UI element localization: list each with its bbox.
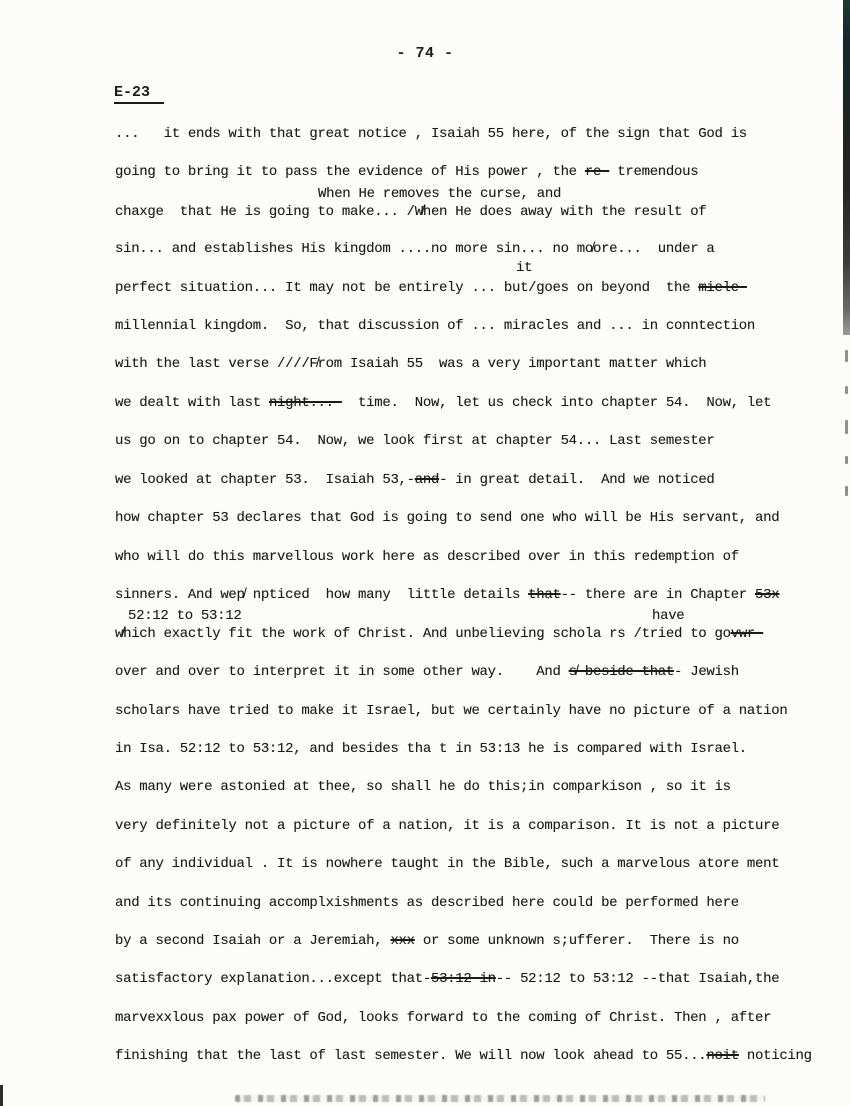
text-segment: over and over to interpret it in some other way. And bbox=[115, 664, 569, 680]
text-segment: who will do this marvellous work here as described over in this redemption of bbox=[115, 549, 739, 565]
text-line bbox=[115, 164, 698, 181]
text-segment: -- there are in Chapter bbox=[560, 587, 756, 603]
scan-edge-dash bbox=[845, 350, 848, 362]
text-segment: or some unknown s;ufferer. There is no bbox=[414, 933, 739, 949]
text-line bbox=[115, 433, 715, 450]
inserted-text-line bbox=[318, 186, 561, 203]
text-segment: and its continuing accomplxishments as described here could be performed here bbox=[115, 895, 739, 911]
inserted-text-line bbox=[652, 608, 684, 625]
text-segment: perfect situation... It may not be entirely ... but/goes on beyond the bbox=[115, 280, 699, 296]
text-line bbox=[115, 472, 715, 489]
inserted-text-line bbox=[516, 260, 532, 277]
text-segment: As many were astonied at thee, so shall he do this;in comparkison , so it is bbox=[115, 779, 731, 795]
struck-text: that bbox=[528, 587, 561, 603]
text-segment: going to bring it to pass the evidence of His power , the bbox=[115, 164, 585, 180]
struck-text: re- bbox=[584, 164, 610, 180]
text-segment: time. Now, let us check into chapter 54. Now, let bbox=[341, 395, 772, 411]
struck-text: vwr- bbox=[730, 626, 764, 642]
text-line bbox=[115, 1010, 771, 1027]
scan-edge-dash bbox=[845, 486, 848, 496]
text-line bbox=[115, 280, 747, 297]
text-segment: it bbox=[516, 260, 533, 276]
text-line bbox=[115, 587, 779, 604]
text-segment: sin... and establishes His kingdom ....no more sin... no mo̸ore... under a bbox=[115, 241, 715, 257]
text-line bbox=[115, 856, 779, 873]
text-line bbox=[115, 126, 747, 143]
text-segment: -- 52:12 to 53:12 --that Isaiah,the bbox=[495, 971, 780, 987]
text-segment: with the last verse ////F̸rom Isaiah 55 was a very important matter which bbox=[115, 356, 707, 372]
text-line bbox=[115, 741, 747, 758]
text-segment: we looked at chapter 53. Isaiah 53,- bbox=[115, 472, 415, 488]
text-line bbox=[115, 510, 779, 527]
text-segment: of any individual . It is nowhere taught in the Bible, such a marvelous atore ment bbox=[115, 856, 780, 872]
inserted-text-line bbox=[128, 608, 241, 625]
text-segment: When He removes the curse, and bbox=[318, 186, 562, 202]
struck-text: miele- bbox=[698, 280, 747, 296]
scan-bottom-smudge-artifact bbox=[235, 1095, 765, 1102]
text-segment: - in great detail. And we noticed bbox=[439, 472, 715, 488]
text-line bbox=[115, 1048, 812, 1065]
scan-edge-dash bbox=[845, 420, 848, 434]
text-segment: 52:12 to 53:12 bbox=[128, 608, 242, 624]
text-line bbox=[115, 971, 779, 988]
text-line bbox=[115, 818, 779, 835]
text-line bbox=[115, 703, 787, 720]
text-segment: satisfactory explanation...except that- bbox=[115, 971, 431, 987]
text-segment: in Isa. 52:12 to 53:12, and besides tha t in 53:13 he is compared with Israel. bbox=[115, 741, 747, 757]
text-segment: tremendous bbox=[609, 164, 699, 180]
text-line bbox=[115, 356, 706, 373]
text-line bbox=[115, 626, 763, 643]
text-segment: chaxge that He is going to make... /W̸hen He does away with the result of bbox=[115, 204, 707, 220]
text-segment: have bbox=[652, 608, 685, 624]
scan-corner-artifact bbox=[0, 1085, 3, 1106]
struck-text: noit bbox=[706, 1048, 739, 1064]
text-segment: marvexxlous pax power of God, looks forward to the coming of Christ. Then , after bbox=[115, 1010, 772, 1026]
text-segment: finishing that the last of last semester. We will now look ahead to 55... bbox=[115, 1048, 707, 1064]
text-segment: how chapter 53 declares that God is going to send one who will be His servant, and bbox=[115, 510, 780, 526]
scan-edge-dash bbox=[845, 456, 848, 464]
text-segment: millennial kingdom. So, that discussion of ... miracles and ... in conntection bbox=[115, 318, 756, 334]
text-line bbox=[115, 895, 739, 912]
text-line bbox=[115, 241, 715, 258]
text-segment: by a second Isaiah or a Jeremiah, bbox=[115, 933, 391, 949]
text-line bbox=[115, 395, 771, 412]
scan-edge-artifact bbox=[843, 0, 850, 335]
text-segment: sinners. And wep̸ npticed how many little details bbox=[115, 587, 529, 603]
text-line bbox=[115, 204, 706, 221]
text-segment: noticing bbox=[738, 1048, 812, 1064]
text-line bbox=[115, 549, 739, 566]
text-segment: scholars have tried to make it Israel, but we certainly have no picture of a nation bbox=[115, 703, 788, 719]
section-label bbox=[114, 84, 164, 104]
text-segment: w̸hich exactly fit the work of Christ. And unbelieving schola rs /tried to go bbox=[115, 626, 731, 642]
text-segment: very definitely not a picture of a nation, it is a comparison. It is not a picture bbox=[115, 818, 780, 834]
struck-text: 53x bbox=[755, 587, 780, 603]
text-line bbox=[115, 664, 739, 681]
text-segment: - Jewish bbox=[674, 664, 739, 680]
text-segment: we dealt with last bbox=[115, 395, 269, 411]
struck-text: 53:12-in bbox=[430, 971, 496, 987]
section-label-text: E-23 bbox=[114, 84, 164, 104]
text-segment: ... it ends with that great notice , Isaiah 55 here, of the sign that God is bbox=[115, 126, 747, 142]
struck-text: xxx bbox=[390, 933, 415, 949]
text-segment: us go on to chapter 54. Now, we look first at chapter 54... Last semester bbox=[115, 433, 715, 449]
text-line bbox=[115, 318, 755, 335]
text-line bbox=[115, 933, 739, 950]
text-line bbox=[115, 779, 731, 796]
struck-text: s̸-beside that bbox=[568, 664, 675, 680]
scan-edge-dash bbox=[845, 386, 848, 394]
struck-text: and bbox=[414, 472, 440, 488]
struck-text: night...- bbox=[268, 395, 342, 411]
page-number: - 74 - bbox=[396, 45, 454, 62]
